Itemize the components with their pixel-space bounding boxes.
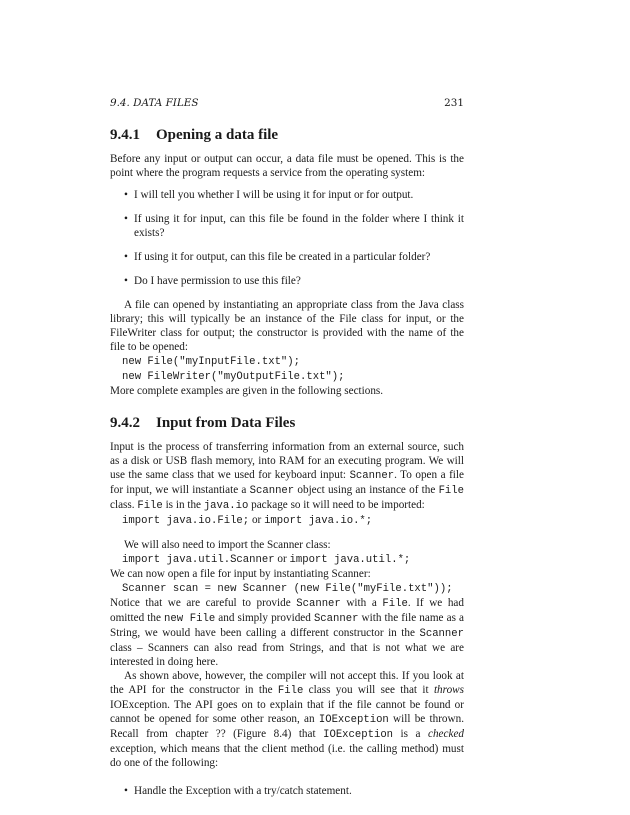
text: . To open a file for input, we will instantiate a <box>110 469 464 496</box>
emphasis: checked <box>427 728 464 740</box>
code: import java.util.*; <box>289 554 411 566</box>
list-item-text: Handle the Exception with a try/catch statement. <box>134 785 352 797</box>
list-item <box>124 250 464 264</box>
text: or <box>274 553 290 565</box>
section-number: 9.4.1 <box>110 127 140 143</box>
code: Scanner <box>296 598 341 610</box>
code: Scanner scan = new Scanner (new File("myFile.txt")); <box>122 583 453 595</box>
code: new FileWriter("myOutputFile.txt"); <box>122 371 345 383</box>
text: exception, which means that the client method (i.e. the calling method) must do one of the following: <box>110 743 464 769</box>
code-line <box>110 552 464 567</box>
section-number: 9.4.2 <box>110 415 140 431</box>
list-item-text: I will tell you whether I will be using it for input or for output. <box>134 189 414 201</box>
bullet-icon: • <box>124 213 128 225</box>
code: Scanner <box>249 485 295 497</box>
text: with a <box>340 597 383 609</box>
emphasis: throws <box>433 684 464 696</box>
section-title: Input from Data Files <box>156 415 296 431</box>
code: File <box>277 685 304 697</box>
text: and simply provided <box>215 612 314 624</box>
section-title: Opening a data file <box>156 127 279 143</box>
code: Scanner <box>349 470 395 482</box>
text: is in the <box>162 499 204 511</box>
paragraph <box>110 669 464 770</box>
code: java.io <box>203 500 249 512</box>
list-item <box>124 784 464 798</box>
list-item <box>124 274 464 288</box>
code: new File("myInputFile.txt"); <box>122 356 301 368</box>
code: new File <box>164 613 216 625</box>
text: Input is the process of transferring information from an external source, such as a disk or USB flash memory, into RAM for an executing program. We will use the same class that we used for keyboard input: <box>110 441 464 481</box>
running-header-section: 9.4. DATA FILES <box>110 97 199 109</box>
code-line <box>110 513 464 528</box>
section-heading-9-4-2 <box>110 414 464 432</box>
list-item-text: If using it for output, can this file be created in a particular folder? <box>134 251 431 263</box>
code-line <box>110 369 464 384</box>
paragraph <box>110 440 464 513</box>
code: File <box>382 598 408 610</box>
bullet-list <box>110 188 464 288</box>
list-item <box>124 188 464 202</box>
running-header <box>110 96 464 110</box>
text: Notice that we are careful to provide <box>110 597 297 609</box>
paragraph: A file can opened by instantiating an appropriate class from the Java class library; this will typically be an instance of the File class for input, or the FileWriter class for output; the constructor is provided with the name of the file to be opened: <box>110 299 464 353</box>
code: IOException <box>323 729 394 741</box>
bullet-icon: • <box>124 275 128 287</box>
text: class – Scanners can also read from Strings, and that is not what we are interested in doing here. <box>110 642 464 668</box>
paragraph <box>110 596 464 669</box>
text: object using an instance of the <box>294 484 439 496</box>
text: will be thrown. Recall from chapter ?? (Figure 8.4) that <box>110 713 464 740</box>
page-number: 231 <box>444 97 464 109</box>
page <box>110 96 464 808</box>
code: File <box>137 500 163 512</box>
text: class you will see that it <box>303 684 434 696</box>
code: Scanner <box>313 613 359 625</box>
bullet-icon: • <box>124 251 128 263</box>
code-line <box>110 354 464 369</box>
text: package so it will need to be imported: <box>248 499 425 511</box>
text: . If we had omitted the <box>110 597 464 624</box>
list-item-text: Do I have permission to use this file? <box>134 275 301 287</box>
text: As shown above, however, the compiler will not accept this. If you look at the API for the constructor in the <box>110 670 464 696</box>
bullet-list <box>110 784 464 798</box>
list-item-text: If using it for input, can this file be found in the folder where I think it exists? <box>134 213 464 239</box>
code: Scanner <box>419 628 464 640</box>
text: with the file name as a String, we would have been calling a different constructor in the <box>110 612 464 639</box>
list-item <box>124 212 464 240</box>
bullet-icon: • <box>124 189 128 201</box>
paragraph: We will also need to import the Scanner class: <box>124 539 331 551</box>
code-line <box>110 581 464 596</box>
text: class. <box>110 499 138 511</box>
paragraph: Before any input or output can occur, a data file must be opened. This is the point where the program requests a service from the operating system: <box>110 153 464 179</box>
text: IOException. The API goes on to explain that if the file cannot be found or cannot be opened for some other reason, an <box>110 699 464 725</box>
code: import java.io.File; <box>122 515 250 527</box>
code: import java.io.*; <box>264 515 373 527</box>
code: File <box>438 485 465 497</box>
section-heading-9-4-1 <box>110 126 464 144</box>
paragraph: We can now open a file for input by instantiating Scanner: <box>110 568 371 580</box>
bullet-icon: • <box>124 785 128 797</box>
text: is a <box>393 728 428 740</box>
code: import java.util.Scanner <box>122 554 275 566</box>
paragraph: More complete examples are given in the following sections. <box>110 385 384 397</box>
code: IOException <box>318 714 389 726</box>
text: or <box>249 514 265 526</box>
